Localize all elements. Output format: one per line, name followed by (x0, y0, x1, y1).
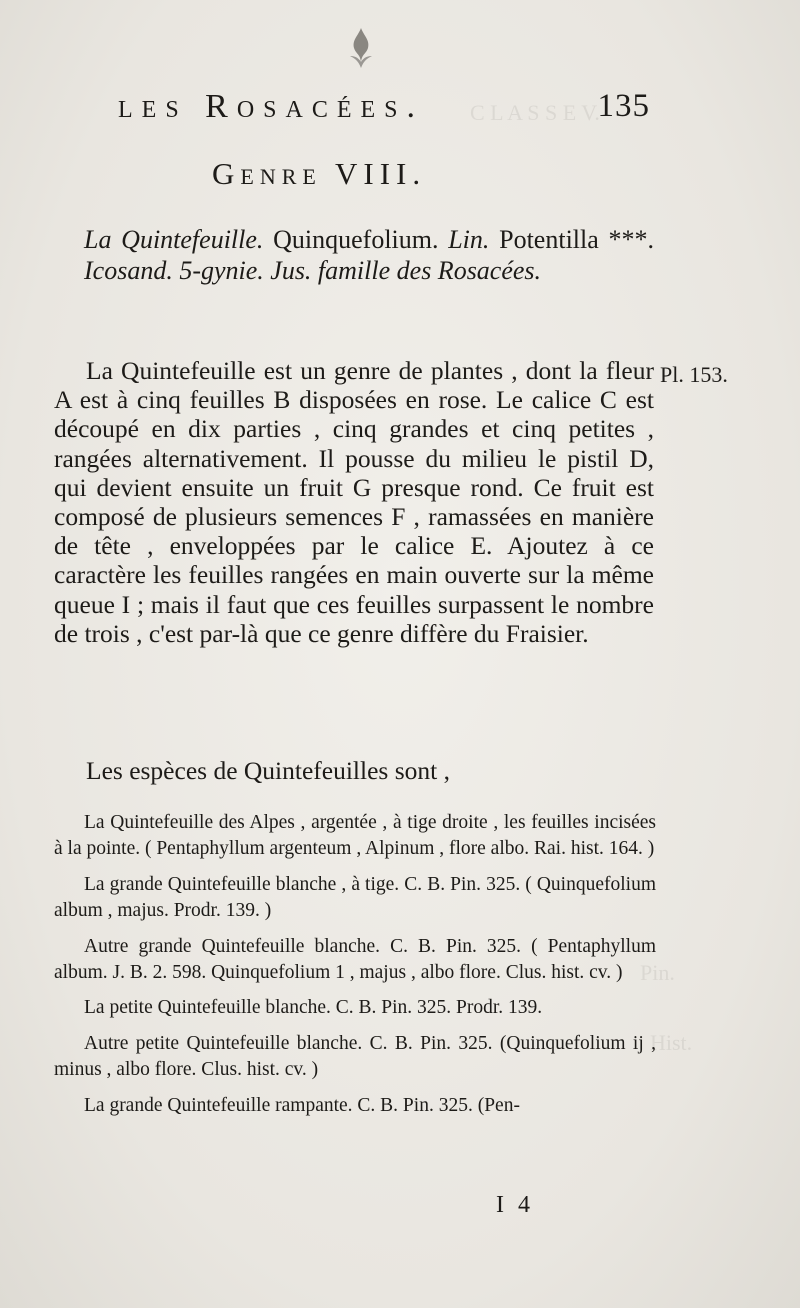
genus-french-name: La Quintefeuille. (84, 225, 264, 254)
genus-latin-name: Quinquefolium. (263, 225, 449, 254)
signature-mark: I 4 (496, 1192, 534, 1218)
running-head-title: les Rosacées. (118, 88, 425, 125)
species-entry: La grande Quintefeuille blanche , à tige. C. B. Pin. 325. ( Quinquefolium album , majus. Prodr. 139. ) (54, 873, 656, 922)
running-head (118, 88, 658, 132)
show-through-text: Pin. (640, 960, 675, 985)
genus-header-paragraph (84, 224, 654, 286)
species-entry: Autre petite Quintefeuille blanche. C. B. Pin. 325. (Quinquefolium ij , minus , albo flore. Clus. hist. cv. ) (54, 1032, 656, 1081)
species-entry: La Quintefeuille des Alpes , argentée , à tige droite , les feuilles incisées à la pointe. ( Pentaphyllum argenteum , Alpinum , flore albo. Rai. hist. 164. ) (54, 812, 656, 860)
species-entry: Autre grande Quintefeuille blanche. C. B. Pin. 325. ( Pentaphyllum album. J. B. 2. 598. Quinquefolium 1 , majus , albo flore. Clus. hist. cv. ) (54, 935, 656, 984)
genus-description-paragraph: La Quintefeuille est un genre de plantes , dont la fleur A est à cinq feuilles B disposées en rose. Le calice C est découpé en dix parties , cinq grandes et cinq petites , rangées alternativement. Il pousse du milieu le pistil D, qui devient ensuite un fruit G presque rond. Ce fruit est composé de plusieurs semences F , ramassées en manière de tête , enveloppées par le calice E. Ajoutez à ce caractère les feuilles rangées en main ouverte sur la même queue I ; mais il faut que ces feuilles surpassent le nombre de trois , c'est par-là que ce genre diffère du Fraisier. (54, 356, 654, 648)
fleuron-ornament-icon (346, 26, 376, 72)
classification-text: Icosand. 5-gynie. Jus. famille des Rosacées. (84, 256, 542, 285)
linnaeus-name: Potentilla ***. (489, 225, 654, 254)
show-through-text: C L A S S E V. (470, 100, 600, 125)
species-entry: La petite Quintefeuille blanche. C. B. Pin. 325. Prodr. 139. (84, 997, 543, 1019)
page-number: 135 (597, 88, 650, 124)
linnaeus-abbrev: Lin. (448, 225, 490, 254)
genre-heading: Genre VIII. (212, 156, 427, 191)
species-intro: Les espèces de Quintefeuilles sont , (86, 756, 450, 785)
species-list (54, 810, 656, 1128)
species-entry: La grande Quintefeuille rampante. C. B. Pin. 325. (Pen- (84, 1094, 520, 1116)
show-through-text: Hist. (650, 1030, 693, 1055)
plate-reference-note: Pl. 153. (660, 362, 728, 387)
